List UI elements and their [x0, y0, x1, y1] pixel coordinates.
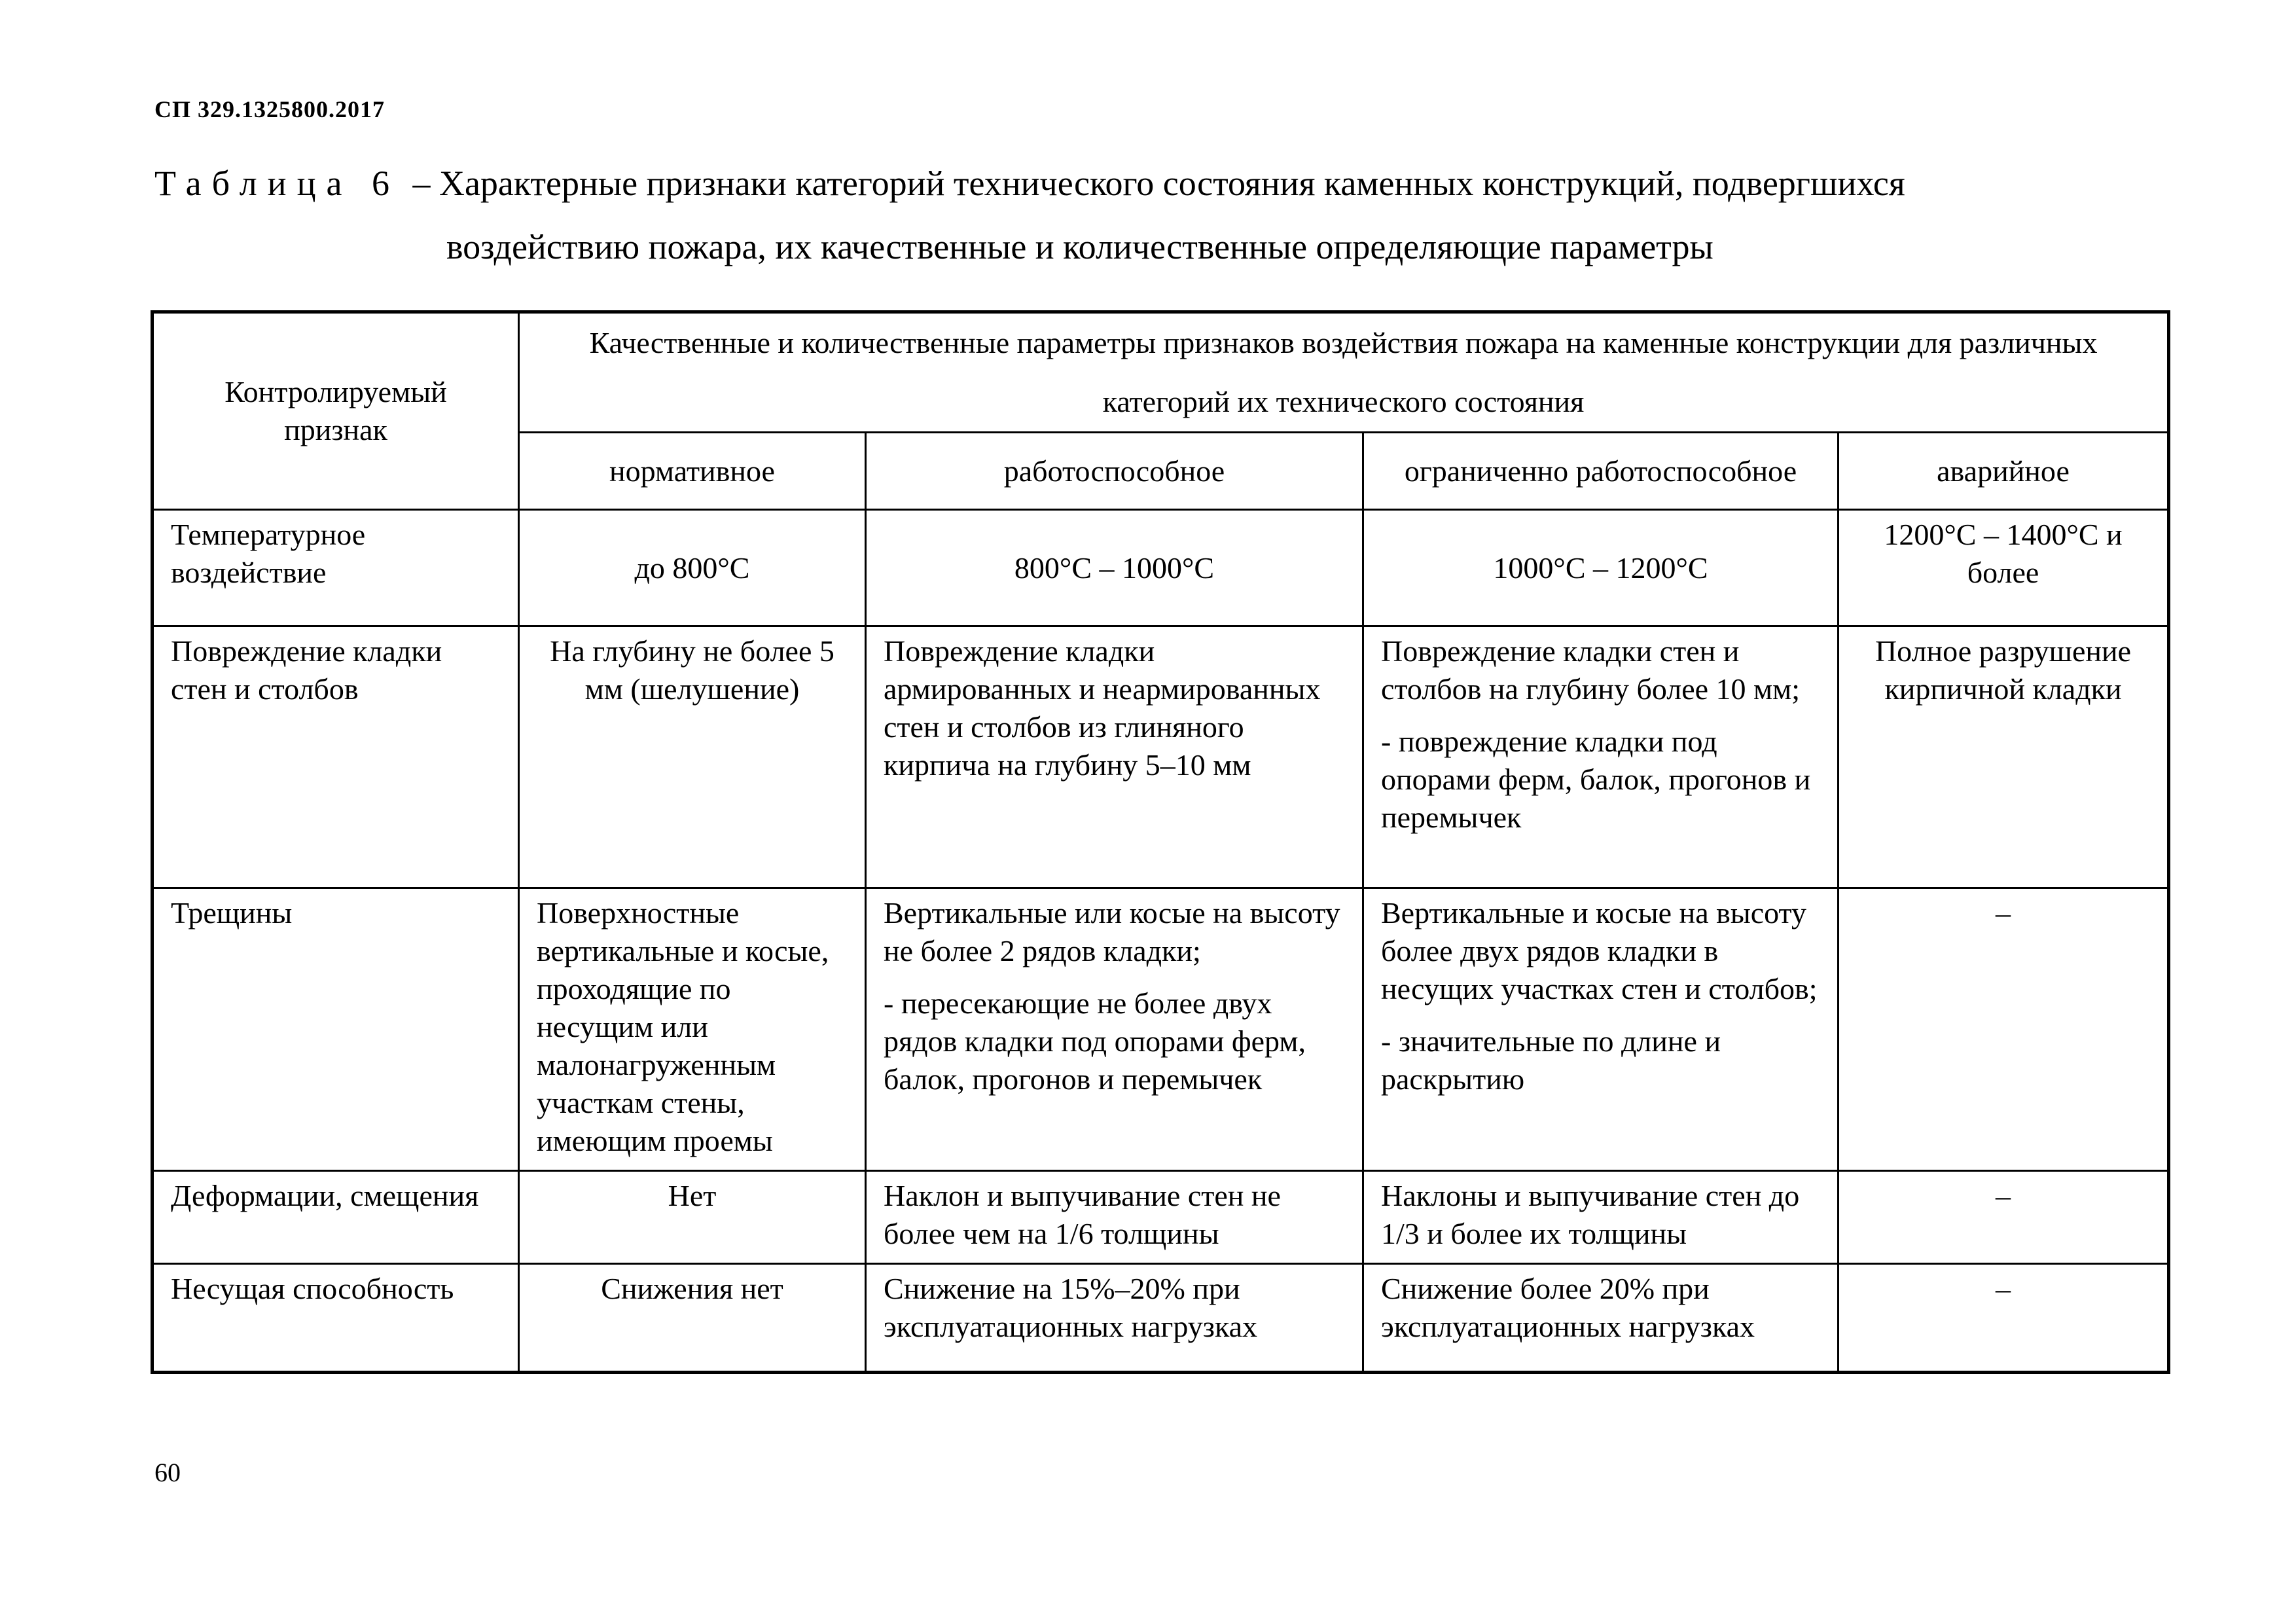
table-cell: Снижение более 20% при эксплуатационных нагрузках [1363, 1264, 1839, 1373]
table-row [152, 1264, 2169, 1373]
table-cell: Полное разрушение кирпичной кладки [1839, 626, 2169, 888]
row-feature: Повреждение кладки стен и столбов [152, 626, 519, 888]
table-cell: На глубину не более 5 мм (шелушение) [519, 626, 866, 888]
table-cell: Наклоны и выпучивание стен до 1/3 и более их толщины [1363, 1171, 1839, 1264]
table-cell: Повреждение кладки армированных и неармированных стен и столбов из глиняного кирпича на глубину 5–10 мм [866, 626, 1363, 888]
table-cell: 1200°С – 1400°С и более [1839, 510, 2169, 626]
table-row [152, 626, 2169, 888]
header-parameters: Качественные и количественные параметры признаков воздействия пожара на каменные конструкции для различных категорий их технического состояния [519, 312, 2169, 433]
row-feature: Деформации, смещения [152, 1171, 519, 1264]
table-cell: Снижение на 15%–20% при эксплуатационных нагрузках [866, 1264, 1363, 1373]
document-code: СП 329.1325800.2017 [154, 96, 385, 122]
table-cell: до 800°С [519, 510, 866, 626]
row-feature: Температурное воздействие [152, 510, 519, 626]
table-cell: 800°С – 1000°С [866, 510, 1363, 626]
table-title-line1: Характерные признаки категорий технического состояния каменных конструкций, подвергшихся [439, 164, 1905, 203]
table-cell: – [1839, 888, 2169, 1171]
header-category-operable: работоспособное [866, 433, 1363, 510]
table-cell: Вертикальные или косые на высоту не более 2 рядов кладки; - пересекающие не более двух рядов кладки под опорами ферм, балок, прогонов и перемычек [866, 888, 1363, 1171]
table-caption-dash: – [412, 164, 431, 203]
table-cell: – [1839, 1264, 2169, 1373]
table-row [152, 1171, 2169, 1264]
table-cell: Наклон и выпучивание стен не более чем на 1/6 толщины [866, 1171, 1363, 1264]
header-category-limited: ограниченно работоспособное [1363, 433, 1839, 510]
page-number: 60 [154, 1458, 181, 1487]
fire-damage-table [151, 310, 2170, 1374]
header-category-normative: нормативное [519, 433, 866, 510]
header-category-emergency: аварийное [1839, 433, 2169, 510]
table-cell: Нет [519, 1171, 866, 1264]
table-cell: – [1839, 1171, 2169, 1264]
table-cell: Поверхностные вертикальные и косые, проходящие по несущим или малонагруженным участкам стены, имеющим проемы [519, 888, 866, 1171]
table-row [152, 888, 2169, 1171]
table-row [152, 510, 2169, 626]
row-feature: Трещины [152, 888, 519, 1171]
table-cell: Вертикальные и косые на высоту более двух рядов кладки в несущих участках стен и столбов; - значительные по длине и раскрытию [1363, 888, 1839, 1171]
table-cell: 1000°С – 1200°С [1363, 510, 1839, 626]
table-title-line2: воздействию пожара, их качественные и количественные определяющие параметры [446, 227, 1713, 266]
table-cell: Снижения нет [519, 1264, 866, 1373]
table-cell: Повреждение кладки стен и столбов на глубину более 10 мм; - повреждение кладки под опорами ферм, балок, прогонов и перемычек [1363, 626, 1839, 888]
row-feature: Несущая способность [152, 1264, 519, 1373]
table-title [154, 152, 2190, 279]
header-feature: Контролируемый признак [152, 312, 519, 510]
table-caption: Таблица 6 [154, 164, 400, 203]
